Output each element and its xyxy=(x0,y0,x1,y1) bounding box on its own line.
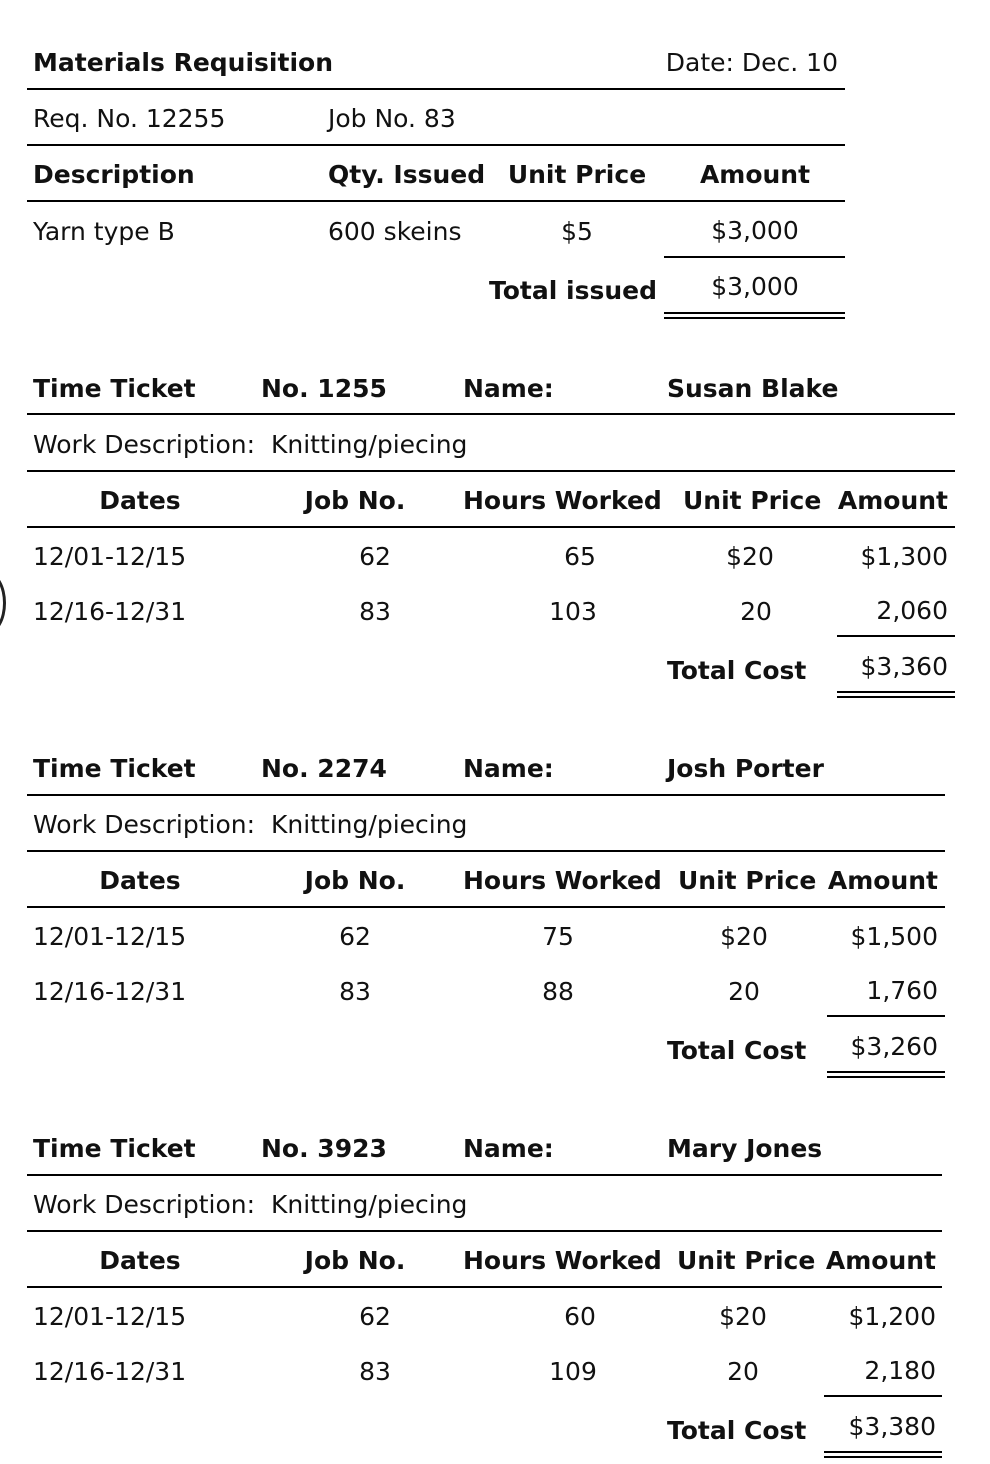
total-cost-label: Total Cost xyxy=(667,1416,807,1445)
work-description: Work Description: Knitting/piecing xyxy=(33,1190,468,1219)
row-hours: 109 xyxy=(549,1357,597,1386)
header-job-no: Job No. xyxy=(304,486,406,515)
requisition-title: Materials Requisition xyxy=(33,48,333,77)
req-number: Req. No. 12255 xyxy=(33,104,226,133)
subtotal-line xyxy=(824,1395,942,1397)
row-job-no: 83 xyxy=(339,977,371,1006)
header-hours-worked: Hours Worked xyxy=(463,486,662,515)
total-double-line xyxy=(664,312,845,319)
employee-name: Josh Porter xyxy=(667,754,824,783)
row-hours: 65 xyxy=(564,542,596,571)
divider xyxy=(27,1286,942,1288)
edge-circle-mark xyxy=(0,572,6,634)
divider xyxy=(27,200,845,202)
total-cost-amount: $3,380 xyxy=(848,1412,936,1441)
row-unit-price: 20 xyxy=(740,597,772,626)
header-dates: Dates xyxy=(99,1246,181,1275)
divider xyxy=(27,1230,942,1232)
row-dates: 12/16-12/31 xyxy=(33,1357,187,1386)
row-dates: 12/01-12/15 xyxy=(33,542,187,571)
total-cost-amount: $3,260 xyxy=(850,1032,938,1061)
item-qty: 600 skeins xyxy=(328,217,462,246)
header-unit-price: Unit Price xyxy=(677,1246,816,1275)
item-description: Yarn type B xyxy=(33,217,175,246)
ticket-title: Time Ticket xyxy=(33,1134,196,1163)
row-unit-price: $20 xyxy=(720,922,768,951)
header-hours-worked: Hours Worked xyxy=(463,1246,662,1275)
row-amount: $1,500 xyxy=(850,922,938,951)
total-cost-amount: $3,360 xyxy=(860,652,948,681)
row-job-no: 62 xyxy=(339,922,371,951)
work-description: Work Description: Knitting/piecing xyxy=(33,810,468,839)
total-cost-label: Total Cost xyxy=(667,1036,807,1065)
row-dates: 12/01-12/15 xyxy=(33,1302,187,1331)
row-dates: 12/16-12/31 xyxy=(33,977,187,1006)
ticket-number: No. 2274 xyxy=(261,754,387,783)
divider xyxy=(27,526,955,528)
row-amount: 2,060 xyxy=(876,596,948,625)
subtotal-line xyxy=(827,1015,945,1017)
item-amount: $3,000 xyxy=(711,216,799,245)
subtotal-line xyxy=(664,256,845,258)
total-issued-amount: $3,000 xyxy=(711,272,799,301)
row-dates: 12/16-12/31 xyxy=(33,597,187,626)
total-double-line xyxy=(837,691,955,698)
header-job-no: Job No. xyxy=(304,1246,406,1275)
header-unit-price: Unit Price xyxy=(683,486,822,515)
row-amount: 2,180 xyxy=(864,1356,936,1385)
header-qty-issued: Qty. Issued xyxy=(328,160,486,189)
row-dates: 12/01-12/15 xyxy=(33,922,187,951)
row-hours: 75 xyxy=(542,922,574,951)
item-unit-price: $5 xyxy=(561,217,593,246)
row-amount: $1,300 xyxy=(860,542,948,571)
row-unit-price: $20 xyxy=(726,542,774,571)
row-hours: 103 xyxy=(549,597,597,626)
header-dates: Dates xyxy=(99,866,181,895)
subtotal-line xyxy=(837,635,955,637)
row-amount: 1,760 xyxy=(866,976,938,1005)
header-amount: Amount xyxy=(827,866,938,895)
total-double-line xyxy=(827,1071,945,1078)
row-amount: $1,200 xyxy=(848,1302,936,1331)
header-description: Description xyxy=(33,160,195,189)
row-unit-price: 20 xyxy=(728,977,760,1006)
divider xyxy=(27,906,945,908)
divider xyxy=(27,1174,942,1176)
ticket-title: Time Ticket xyxy=(33,374,196,403)
header-amount: Amount xyxy=(837,486,948,515)
row-job-no: 83 xyxy=(359,597,391,626)
divider xyxy=(27,794,945,796)
divider xyxy=(27,470,955,472)
header-dates: Dates xyxy=(99,486,181,515)
ticket-title: Time Ticket xyxy=(33,754,196,783)
row-unit-price: 20 xyxy=(727,1357,759,1386)
row-job-no: 83 xyxy=(359,1357,391,1386)
row-hours: 60 xyxy=(564,1302,596,1331)
work-description: Work Description: Knitting/piecing xyxy=(33,430,468,459)
row-job-no: 62 xyxy=(359,542,391,571)
divider xyxy=(27,88,845,90)
row-job-no: 62 xyxy=(359,1302,391,1331)
header-unit-price: Unit Price xyxy=(507,160,647,189)
total-cost-label: Total Cost xyxy=(667,656,807,685)
name-label: Name: xyxy=(463,374,554,403)
divider xyxy=(27,413,955,415)
total-double-line xyxy=(824,1451,942,1458)
name-label: Name: xyxy=(463,754,554,783)
ticket-number: No. 1255 xyxy=(261,374,387,403)
header-hours-worked: Hours Worked xyxy=(463,866,662,895)
divider xyxy=(27,850,945,852)
requisition-date: Date: Dec. 10 xyxy=(665,48,838,77)
row-unit-price: $20 xyxy=(719,1302,767,1331)
header-amount: Amount xyxy=(699,160,811,189)
employee-name: Susan Blake xyxy=(667,374,839,403)
header-amount: Amount xyxy=(825,1246,936,1275)
name-label: Name: xyxy=(463,1134,554,1163)
job-number: Job No. 83 xyxy=(328,104,456,133)
ticket-number: No. 3923 xyxy=(261,1134,387,1163)
header-job-no: Job No. xyxy=(304,866,406,895)
employee-name: Mary Jones xyxy=(667,1134,823,1163)
divider xyxy=(27,144,845,146)
header-unit-price: Unit Price xyxy=(678,866,817,895)
total-issued-label: Total issued xyxy=(489,276,657,305)
row-hours: 88 xyxy=(542,977,574,1006)
